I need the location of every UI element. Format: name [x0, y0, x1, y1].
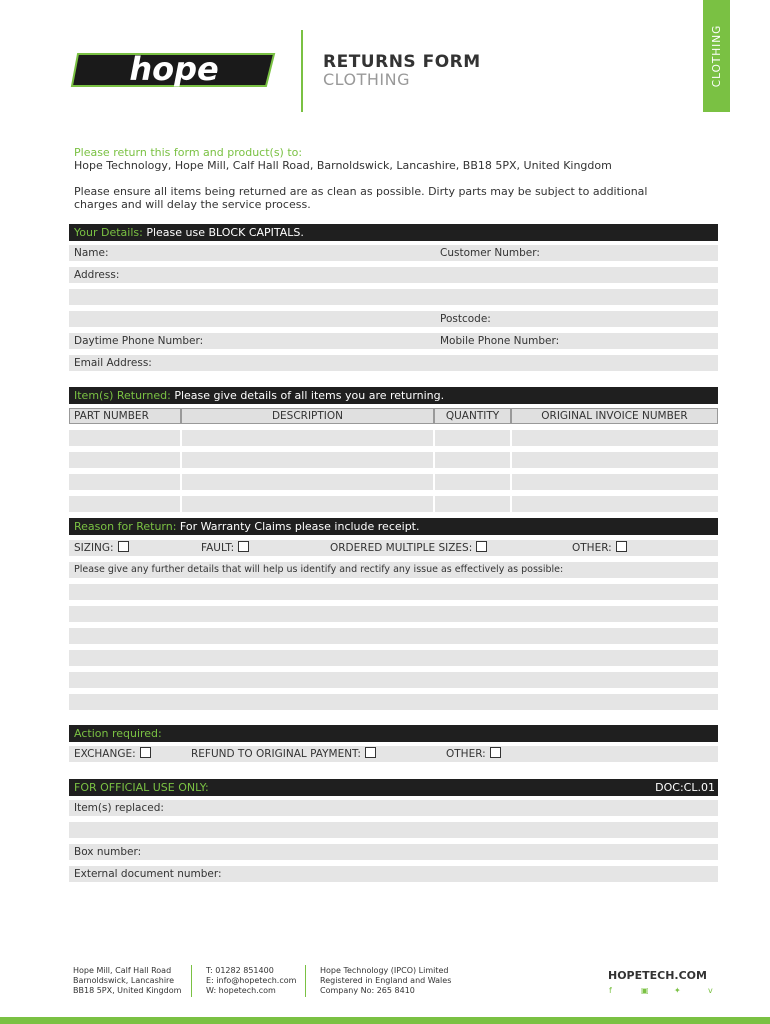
- reason-other-checkbox[interactable]: [616, 541, 627, 552]
- details-line[interactable]: [69, 606, 718, 622]
- return-address: Hope Technology, Hope Mill, Calf Hall Road, Barnoldswick, Lancashire, BB18 5PX, United Kingdom: [74, 159, 612, 172]
- quantity-cell[interactable]: [435, 430, 510, 446]
- form-title: RETURNS FORM: [323, 52, 481, 72]
- items-replaced-line-2[interactable]: [69, 822, 718, 838]
- details-line[interactable]: [69, 650, 718, 666]
- doc-code: DOC:CL.01: [655, 781, 715, 794]
- reason-options-row: [69, 540, 718, 556]
- footer-phone: T: 01282 851400: [206, 966, 274, 975]
- footer-address: [73, 966, 181, 996]
- items-returned-header: [69, 387, 718, 404]
- quantity-cell[interactable]: [435, 474, 510, 490]
- fault-option[interactable]: [201, 540, 249, 556]
- footer-address-line: Barnoldswick, Lancashire: [73, 976, 175, 985]
- address-row[interactable]: [69, 267, 718, 283]
- part-number-cell[interactable]: [69, 430, 180, 446]
- quantity-cell[interactable]: [435, 452, 510, 468]
- footer-company: [320, 966, 451, 996]
- action-header: [69, 725, 718, 742]
- category-tab: [703, 0, 730, 112]
- reason-title: Reason for Return:: [74, 520, 177, 533]
- footer-company-line: Registered in England and Wales: [320, 976, 452, 985]
- table-row: [69, 474, 718, 490]
- reason-note: For Warranty Claims please include receipt.: [179, 520, 420, 533]
- address-line-2[interactable]: [69, 289, 718, 305]
- footer-email[interactable]: E: info@hopetech.com: [206, 976, 297, 985]
- header-divider: [301, 30, 303, 112]
- description-cell[interactable]: [182, 452, 433, 468]
- action-options-row: [69, 746, 718, 762]
- invoice-number-cell[interactable]: [512, 452, 718, 468]
- details-line[interactable]: [69, 694, 718, 710]
- part-number-cell[interactable]: [69, 496, 180, 512]
- table-row: [69, 430, 718, 446]
- details-line[interactable]: [69, 584, 718, 600]
- footer-website[interactable]: HOPETECH.COM: [608, 969, 707, 982]
- postcode-label: Postcode:: [440, 313, 491, 325]
- invoice-number-cell[interactable]: [512, 496, 718, 512]
- return-to-label: Please return this form and product(s) to:: [74, 146, 303, 159]
- box-number-row[interactable]: [69, 844, 718, 860]
- footer-address-line: BB18 5PX, United Kingdom: [73, 986, 182, 995]
- external-doc-row[interactable]: [69, 866, 718, 882]
- logo-text: hope: [129, 50, 219, 88]
- fault-checkbox[interactable]: [238, 541, 249, 552]
- your-details-title: Your Details:: [74, 226, 143, 239]
- postcode-row[interactable]: [69, 311, 718, 327]
- sizing-checkbox[interactable]: [118, 541, 129, 552]
- col-quantity: QUANTITY: [434, 408, 511, 424]
- footer-divider: [191, 965, 192, 997]
- vimeo-icon[interactable]: v: [708, 986, 713, 995]
- footer-divider: [305, 965, 306, 997]
- exchange-checkbox[interactable]: [140, 747, 151, 758]
- footer-company-line: Hope Technology (IPCO) Limited: [320, 966, 449, 975]
- address-label: Address:: [74, 269, 120, 281]
- instagram-icon[interactable]: ▣: [641, 986, 649, 995]
- sizing-label: SIZING:: [74, 542, 114, 554]
- multiple-sizes-label: ORDERED MULTIPLE SIZES:: [330, 542, 473, 554]
- name-label: Name:: [74, 247, 109, 259]
- col-invoice-number: ORIGINAL INVOICE NUMBER: [511, 408, 718, 424]
- refund-checkbox[interactable]: [365, 747, 376, 758]
- refund-label: REFUND TO ORIGINAL PAYMENT:: [191, 748, 361, 760]
- quantity-cell[interactable]: [435, 496, 510, 512]
- action-other-label: OTHER:: [446, 748, 486, 760]
- footer-contact: [206, 966, 296, 996]
- invoice-number-cell[interactable]: [512, 474, 718, 490]
- footer-company-line: Company No: 265 8410: [320, 986, 415, 995]
- multiple-sizes-option[interactable]: [330, 540, 487, 556]
- your-details-note: Please use BLOCK CAPITALS.: [146, 226, 304, 239]
- mobile-phone-label: Mobile Phone Number:: [440, 335, 560, 347]
- table-row: [69, 496, 718, 512]
- your-details-header: [69, 224, 718, 241]
- items-returned-note: Please give details of all items you are returning.: [174, 389, 445, 402]
- part-number-cell[interactable]: [69, 474, 180, 490]
- details-line[interactable]: [69, 628, 718, 644]
- phone-row[interactable]: [69, 333, 718, 349]
- details-prompt: Please give any further details that will help us identify and rectify any issue as effectively as possible:: [74, 564, 564, 575]
- part-number-cell[interactable]: [69, 452, 180, 468]
- bottom-accent-bar: [0, 1017, 770, 1024]
- fault-label: FAULT:: [201, 542, 235, 554]
- description-cell[interactable]: [182, 496, 433, 512]
- items-table-header: [69, 408, 718, 424]
- footer-address-line: Hope Mill, Calf Hall Road: [73, 966, 172, 975]
- clean-note-line1: Please ensure all items being returned are as clean as possible. Dirty parts may be subject to additional: [74, 185, 648, 198]
- clean-note-line2: charges and will delay the service process.: [74, 198, 311, 211]
- twitter-icon[interactable]: ✦: [674, 986, 681, 995]
- description-cell[interactable]: [182, 474, 433, 490]
- action-title: Action required:: [74, 727, 162, 740]
- reason-other-option[interactable]: [572, 540, 627, 556]
- details-line[interactable]: [69, 672, 718, 688]
- footer-web[interactable]: W: hopetech.com: [206, 986, 276, 995]
- table-row: [69, 452, 718, 468]
- daytime-phone-label: Daytime Phone Number:: [74, 335, 204, 347]
- email-label: Email Address:: [74, 357, 152, 369]
- customer-number-label: Customer Number:: [440, 247, 540, 259]
- action-other-checkbox[interactable]: [490, 747, 501, 758]
- col-description: DESCRIPTION: [181, 408, 434, 424]
- facebook-icon[interactable]: f: [609, 986, 612, 995]
- reason-header: [69, 518, 718, 535]
- form-subtitle: CLOTHING: [323, 70, 410, 89]
- col-part-number: PART NUMBER: [69, 408, 181, 424]
- exchange-option[interactable]: [74, 746, 151, 762]
- multiple-sizes-checkbox[interactable]: [476, 541, 487, 552]
- refund-option[interactable]: [191, 746, 376, 762]
- box-number-label: Box number:: [74, 846, 142, 858]
- reason-other-label: OTHER:: [572, 542, 612, 554]
- official-use-header: [69, 779, 718, 796]
- sizing-option[interactable]: [74, 540, 129, 556]
- name-row[interactable]: [69, 245, 718, 261]
- description-cell[interactable]: [182, 430, 433, 446]
- action-other-option[interactable]: [446, 746, 501, 762]
- items-returned-title: Item(s) Returned:: [74, 389, 171, 402]
- official-use-title: FOR OFFICIAL USE ONLY:: [74, 781, 209, 794]
- category-tab-label: CLOTHING: [710, 24, 723, 88]
- items-replaced-row[interactable]: [69, 800, 718, 816]
- hope-logo: [70, 48, 282, 92]
- details-prompt-row: [69, 562, 718, 578]
- email-row[interactable]: [69, 355, 718, 371]
- external-doc-label: External document number:: [74, 868, 222, 880]
- items-replaced-label: Item(s) replaced:: [74, 802, 164, 814]
- invoice-number-cell[interactable]: [512, 430, 718, 446]
- exchange-label: EXCHANGE:: [74, 748, 136, 760]
